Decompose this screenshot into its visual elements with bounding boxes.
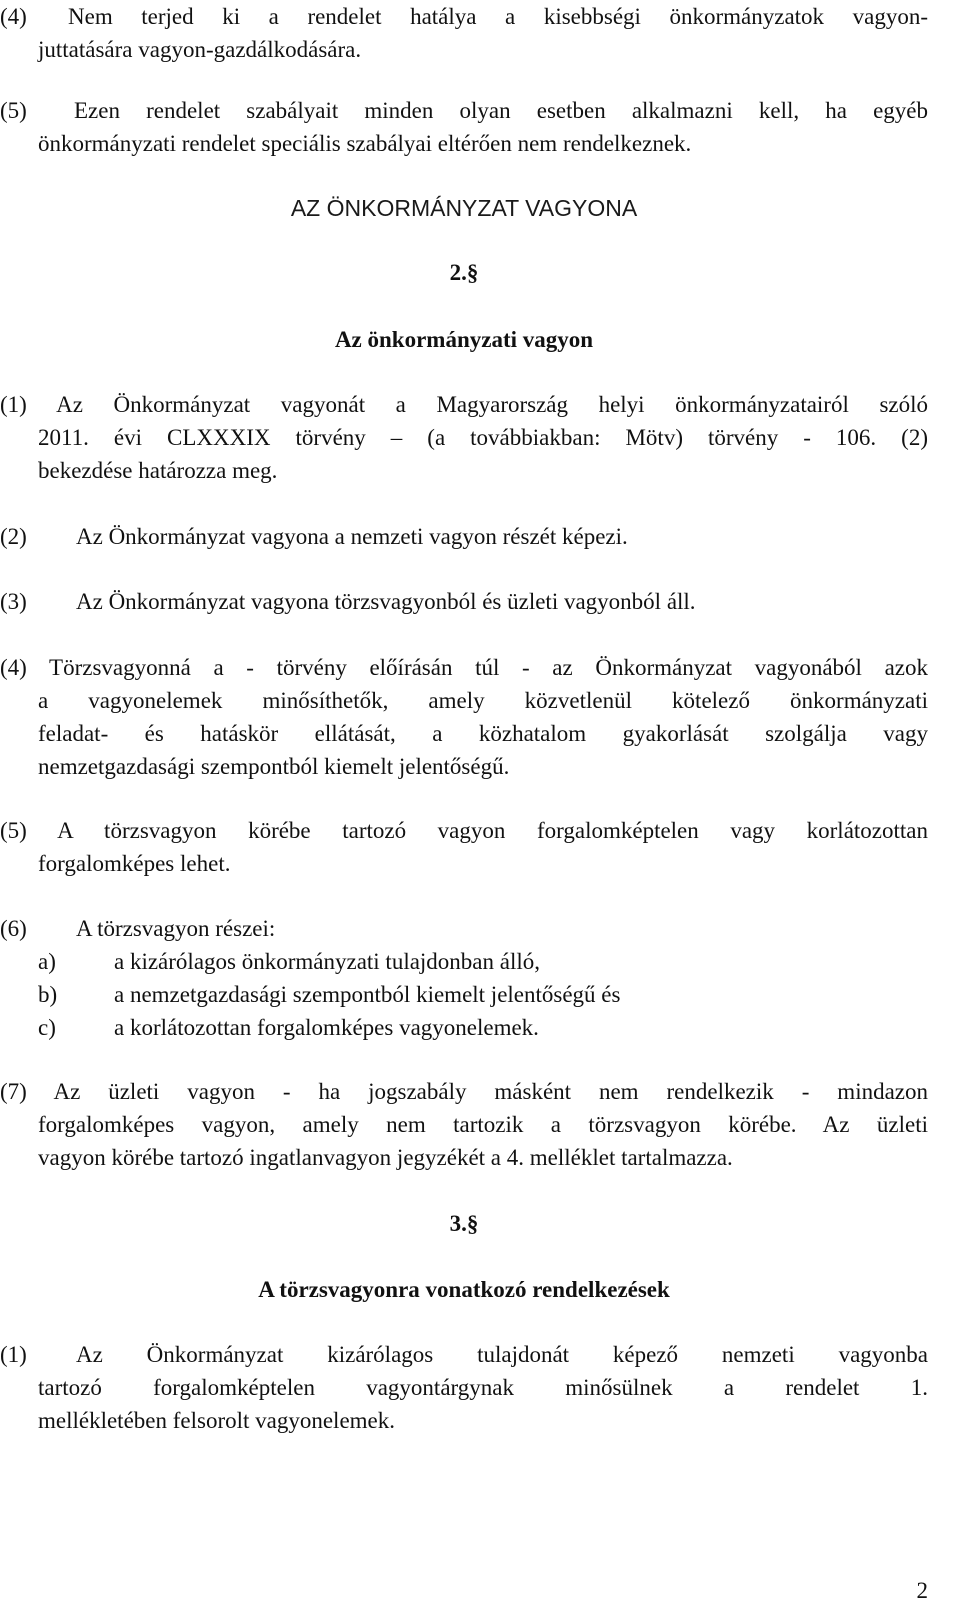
paragraph-number: (2) (0, 524, 27, 549)
section-title: Az önkormányzati vagyon (334, 327, 594, 352)
paragraph-text: (4) Törzsvagyonná a - törvény előírásán túl - az Önkormányzat vagyonából azok (0, 655, 928, 680)
paragraph-text: vagyon körébe tartozó ingatlanvagyon jegyzékét a 4. melléklet tartalmazza. (38, 1145, 733, 1170)
paragraph-text: Az Önkormányzat vagyona a nemzeti vagyon részét képezi. (76, 524, 628, 549)
page-number: 2 (916, 1578, 928, 1603)
section-number (0, 1207, 928, 1240)
paragraph-text: 2011. évi CLXXXIX törvény – (a továbbiakban: Mötv) törvény - 106. (2) (38, 425, 928, 450)
paragraph-text: bekezdése határozza meg. (38, 458, 278, 483)
section-number-text: 2. (449, 260, 467, 285)
paragraph-text: tartozó forgalomképtelen vagyontárgynak minősülnek a rendelet 1. (38, 1375, 928, 1400)
list-text: a nemzetgazdasági szempontból kiemelt jelentőségű és (114, 982, 621, 1007)
list-item (0, 945, 928, 978)
paragraph-text: forgalomképes lehet. (38, 851, 231, 876)
paragraph-3 (0, 585, 928, 618)
paragraph-number: (4) (0, 4, 27, 29)
paragraph-text: (5) A törzsvagyon körébe tartozó vagyon forgalomképtelen vagy korlátozottan (0, 818, 928, 843)
section-sign: § (466, 1211, 479, 1236)
paragraph-text: a vagyonelemek minősíthetők, amely közvetlenül kötelező önkormányzati (38, 688, 928, 713)
paragraph-text: feladat- és hatáskör ellátását, a közhatalom gyakorlását szolgálja vagy (38, 721, 928, 746)
paragraph-2 (0, 520, 928, 553)
paragraph-6 (0, 912, 928, 1044)
paragraph-1 (0, 388, 928, 487)
paragraph-number: (5) (0, 98, 27, 123)
paragraph-text: Ezen rendelet szabályait minden olyan esetben alkalmazni kell, ha egyéb (74, 98, 928, 123)
list-letter: b) (38, 982, 58, 1007)
section-number (0, 256, 928, 289)
list-item (0, 978, 928, 1011)
list-text: a kizárólagos önkormányzati tulajdonban álló, (114, 949, 541, 974)
paragraph-text: mellékletében felsorolt vagyonelemek. (38, 1408, 396, 1433)
paragraph-text: forgalomképes vagyon, amely nem tartozik a törzsvagyon körébe. Az üzleti (38, 1112, 928, 1137)
paragraph-1 (0, 1338, 928, 1437)
list-letter: a) (38, 949, 56, 974)
paragraph-7 (0, 1075, 928, 1174)
chapter-title: AZ ÖNKORMÁNYZAT VAGYONA (290, 195, 638, 221)
paragraph-5-top (0, 94, 928, 160)
paragraph-number: (1) (0, 1342, 27, 1367)
section-sign: § (466, 260, 479, 285)
paragraph-4-top (0, 0, 928, 66)
paragraph-number: (6) (0, 916, 27, 941)
paragraph-text: Nem terjed ki a rendelet hatálya a kisebbségi önkormányzatok vagyon- (68, 4, 928, 29)
paragraph-text: juttatására vagyon-gazdálkodására. (38, 37, 362, 62)
section-title: A törzsvagyonra vonatkozó rendelkezések (258, 1277, 670, 1302)
paragraph-text: Az Önkormányzat kizárólagos tulajdonát képező nemzeti vagyonba (76, 1342, 928, 1367)
paragraph-4 (0, 651, 928, 783)
list-text: a korlátozottan forgalomképes vagyonelemek. (114, 1015, 539, 1040)
list-item (0, 1011, 928, 1044)
section-number-text: 3. (449, 1211, 467, 1236)
list-letter: c) (38, 1015, 56, 1040)
paragraph-number: (3) (0, 589, 27, 614)
paragraph-text: (1) Az Önkormányzat vagyonát a Magyarország helyi önkormányzatairól szóló (0, 392, 928, 417)
paragraph-text: (7) Az üzleti vagyon - ha jogszabály másként nem rendelkezik - mindazon (0, 1079, 928, 1104)
paragraph-text: nemzetgazdasági szempontból kiemelt jelentőségű. (38, 754, 510, 779)
paragraph-text: A törzsvagyon részei: (76, 916, 276, 941)
paragraph-text: Az Önkormányzat vagyona törzsvagyonból és üzleti vagyonból áll. (76, 589, 696, 614)
paragraph-5 (0, 814, 928, 880)
paragraph-text: önkormányzati rendelet speciális szabályai eltérően nem rendelkeznek. (38, 131, 692, 156)
